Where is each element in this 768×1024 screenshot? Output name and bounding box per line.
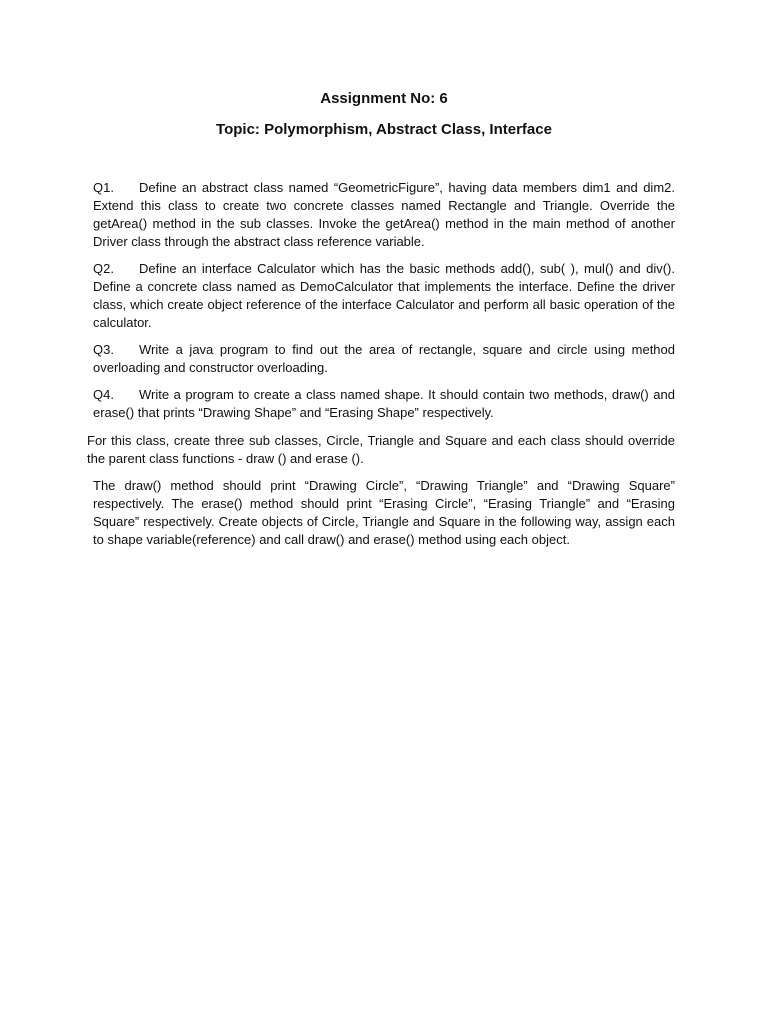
q4-continuation-paragraph: For this class, create three sub classes, Circle, Triangle and Square and each class should override the parent class functions - draw () and erase (). — [87, 433, 675, 466]
question-text: Write a java program to find out the area of rectangle, square and circle using method overloading and constructor overloading. — [93, 342, 675, 375]
question-text: Write a program to create a class named shape. It should contain two methods, draw() and erase() that prints “Drawing Shape” and “Erasing Shape” respectively. — [93, 387, 675, 420]
topic-heading: Topic: Polymorphism, Abstract Class, Interface — [216, 121, 552, 138]
question-q2 — [93, 260, 675, 332]
assignment-title: Assignment No: 6 — [320, 90, 448, 107]
question-text: Define an abstract class named “GeometricFigure”, having data members dim1 and dim2. Extend this class to create two concrete classes named Rectangle and Triangle. Override the getArea() method in the sub classes. Invoke the getArea() method in the main method of another Driver class through the abstract class reference variable. — [93, 180, 675, 249]
question-q1 — [93, 179, 675, 251]
question-q4 — [93, 386, 675, 422]
question-number: Q1. — [93, 180, 114, 195]
q4-continuation-paragraph: The draw() method should print “Drawing Circle”, “Drawing Triangle” and “Drawing Square” respectively. The erase() method should print “Erasing Circle”, “Erasing Triangle” and “Erasing Square” respectively. Create objects of Circle, Triangle and Square in the following way, assign each to shape variable(reference) and call draw() and erase() method using each object. — [93, 478, 675, 547]
question-number: Q3. — [93, 342, 114, 357]
question-text: Define an interface Calculator which has the basic methods add(), sub( ), mul() and div(). Define a concrete class named as DemoCalculator that implements the interface. Define the driver class, which create object reference of the interface Calculator and perform all basic operation of the calculator. — [93, 261, 675, 330]
question-number: Q2. — [93, 261, 114, 276]
question-q3 — [93, 341, 675, 377]
question-number: Q4. — [93, 387, 114, 402]
